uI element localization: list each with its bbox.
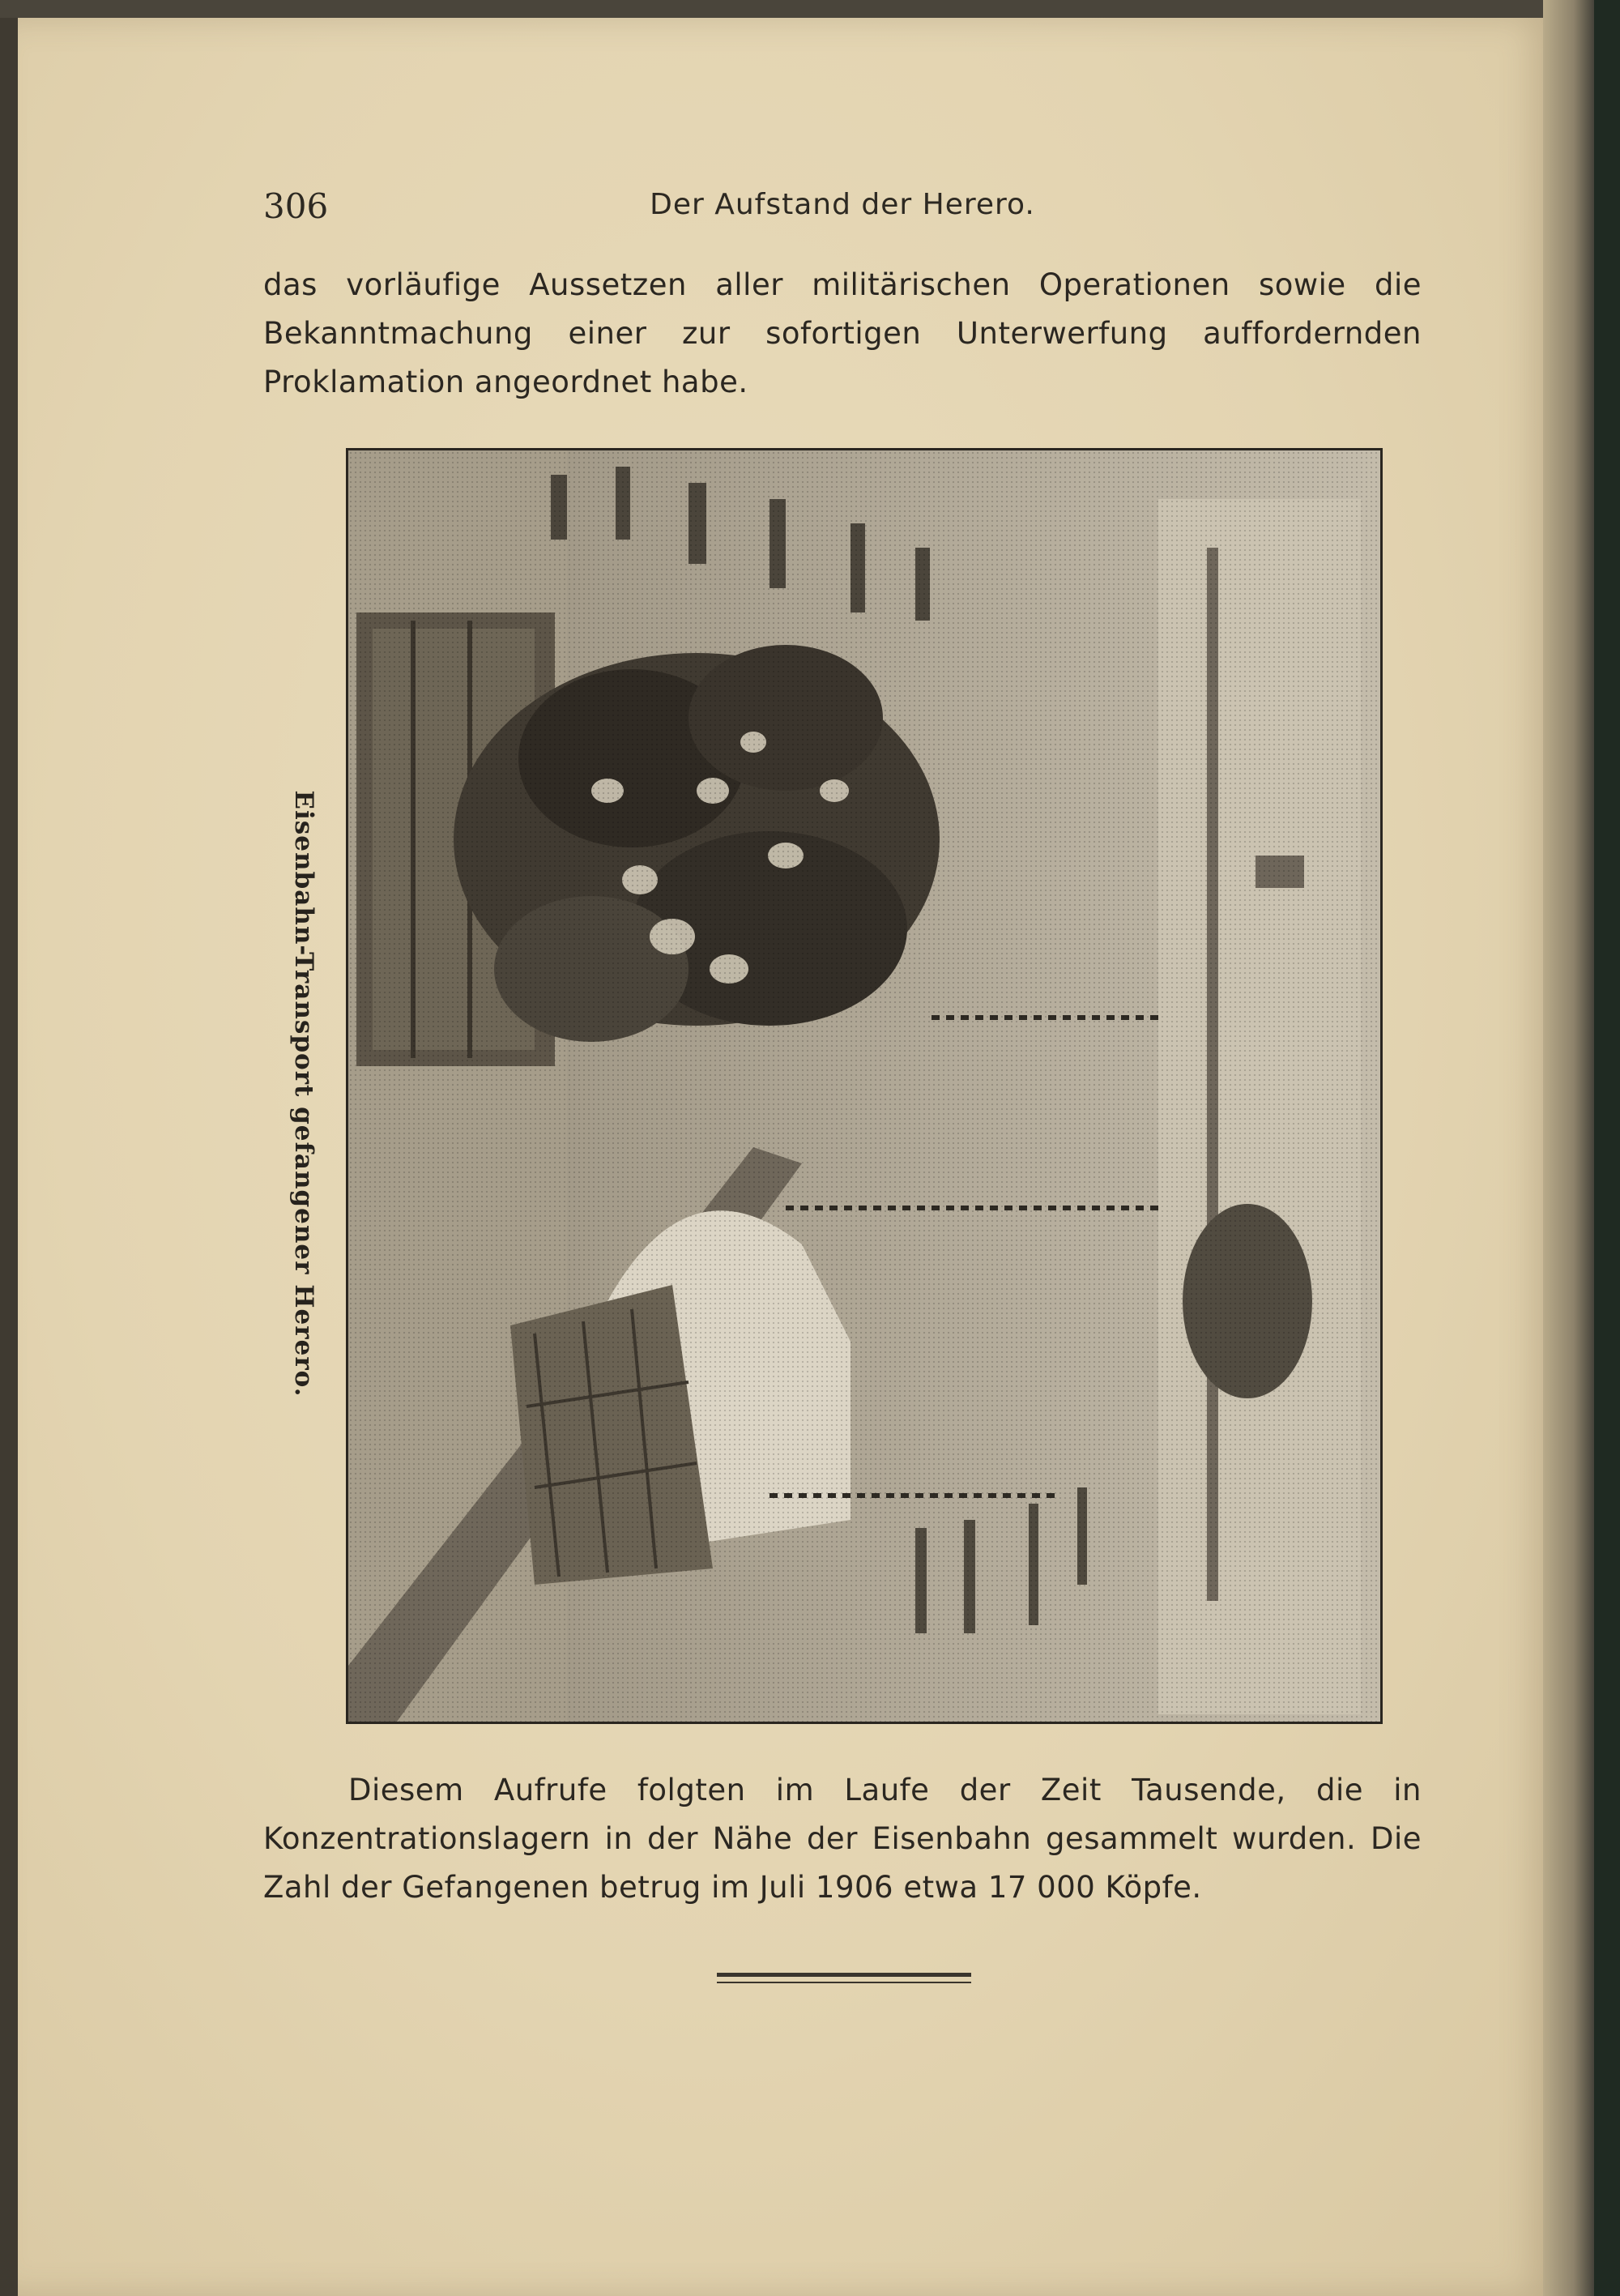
book-spine bbox=[1594, 0, 1620, 2296]
illustration-caption: Eisenbahn-Transport gefangener Herero. bbox=[289, 790, 318, 1398]
body-paragraph-top: das vorläufige Aussetzen aller militärischen Operationen sowie die Bekanntmachung einer zur sofortigen Unterwerfung auffordernden Proklamation angeordnet habe. bbox=[263, 267, 1422, 399]
running-title: Der Aufstand der Herero. bbox=[650, 188, 1035, 221]
body-paragraph-bottom: Diesem Aufrufe folgten im Laufe der Zeit Tausende, die in Konzentrationslagern in der Nähe der Eisenbahn gesammelt wurden. Die Zahl der Gefangenen betrug im Juli 1906 etwa 17 000 Köpfe. bbox=[263, 1773, 1422, 1905]
illustration-caption-wrap bbox=[279, 790, 328, 1398]
section-rule-thin bbox=[717, 1982, 971, 1983]
page-header bbox=[263, 186, 1422, 235]
section-rule-thick bbox=[717, 1973, 971, 1977]
halftone-photograph bbox=[346, 448, 1383, 1724]
page-number: 306 bbox=[263, 186, 329, 226]
photograph-graphic bbox=[348, 450, 1380, 1722]
scan-edge bbox=[0, 0, 1620, 18]
